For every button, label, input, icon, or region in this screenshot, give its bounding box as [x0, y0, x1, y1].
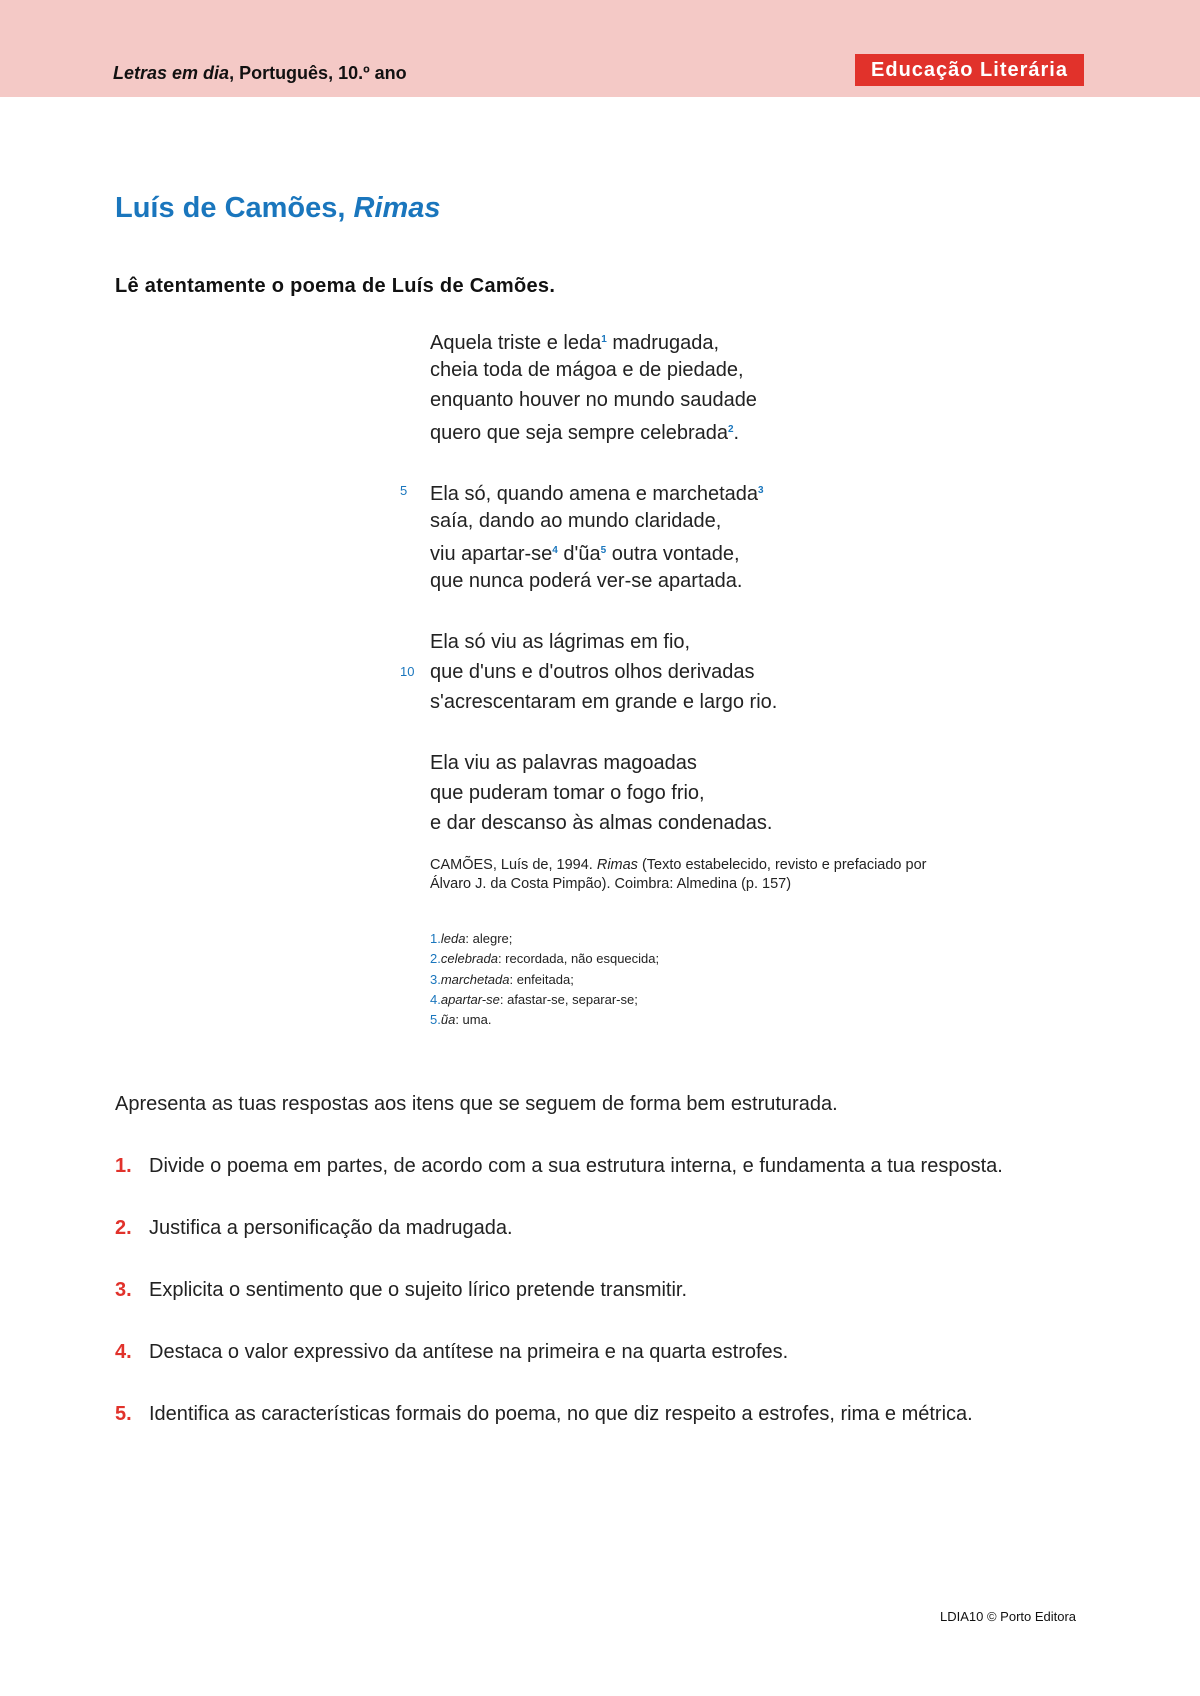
title-work: Rimas	[353, 192, 441, 224]
poem-line-7: viu apartar-$se^4$ $d'ũa^5$ outra vontade,	[430, 543, 740, 565]
glossary-item: 1.leda: alegre;	[430, 931, 513, 946]
question-4: 4. Destaca o valor expressivo da antítese na primeira e na quarta estrofes.	[115, 1341, 789, 1363]
poem-line-14: e dar descanso às almas condenadas.	[430, 812, 773, 834]
glossary-item: 3.marchetada: enfeitada;	[430, 971, 574, 987]
poem-line-10: que d'uns e d'outros olhos derivadas	[430, 661, 755, 683]
page-title	[115, 192, 441, 225]
footnote-ref-2: 2	[727, 424, 734, 435]
poem-line-8: que nunca poderá ver-se apartada.	[430, 570, 743, 592]
glossary-item: 4.apartar-se: afastar-se, separar-se;	[430, 991, 638, 1007]
poem-line-3: enquanto houver no mundo saudade	[430, 389, 757, 411]
question-1: 1. Divide o poema em partes, de acordo com a sua estrutura interna, e fundamenta a tua resposta.	[115, 1155, 1003, 1177]
poem-line-2: cheia toda de mágoa e de piedade,	[430, 359, 744, 381]
line-number-5: 5	[400, 483, 408, 498]
question-5: 5. Identifica as características formais do poema, no que diz respeito a estrofes, rima e métrica.	[115, 1403, 973, 1425]
answers-instruction: Apresenta as tuas respostas aos itens que se seguem de forma bem estruturada.	[115, 1093, 838, 1115]
book-subject: , Português, 10.º ano	[229, 63, 407, 83]
poem-line-12: Ela viu as palavras magoadas	[430, 752, 697, 774]
poem-line-6: saía, dando ao mundo claridade,	[430, 510, 722, 532]
poem-line-1: Aquela triste e leda$^1$ madrugada,	[430, 332, 720, 354]
glossary	[430, 929, 659, 1030]
question-3: 3. Explicita o sentimento que o sujeito lírico pretende transmitir.	[115, 1279, 688, 1301]
poem-line-9: Ela só viu as lágrimas em fio,	[430, 631, 691, 653]
glossary-item: 2.celebrada: recordada, não esquecida;	[430, 951, 660, 967]
glossary-item: 5.ũa: uma.	[430, 1012, 492, 1028]
footnote-ref-5: 5	[600, 545, 607, 556]
poem-line-5: Ela só, quando amena e marchetada$^3$	[430, 483, 764, 505]
footnote-ref-1: 1	[601, 334, 607, 345]
footnote-ref-3: 3	[758, 485, 764, 496]
section-badge: Educação Literária	[855, 54, 1084, 86]
question-2: 2. Justifica a personificação da madrugada.	[115, 1217, 513, 1239]
reading-instruction: Lê atentamente o poema de Luís de Camões.	[115, 275, 556, 297]
poem-line-4: quero que seja sempre celebrada$^2$.	[430, 422, 740, 444]
citation: CAMÕES, Luís de, 1994. Rimas (Texto estabelecido, revisto e prefaciado por Álvaro J. da Costa Pimpão). Coimbra: Almedina (p. 157)	[430, 857, 927, 892]
book-header	[113, 63, 407, 84]
footer-copyright: LDIA10 © Porto Editora	[940, 1609, 1077, 1624]
footnote-ref-4: 4	[552, 545, 558, 556]
poem-line-13: que puderam tomar o fogo frio,	[430, 782, 705, 804]
line-number-10: 10	[400, 664, 415, 679]
title-author: Luís de Camões,	[115, 192, 354, 224]
poem-line-11: s'acrescentaram em grande e largo rio.	[430, 691, 778, 713]
book-title: Letras em dia	[113, 63, 230, 83]
